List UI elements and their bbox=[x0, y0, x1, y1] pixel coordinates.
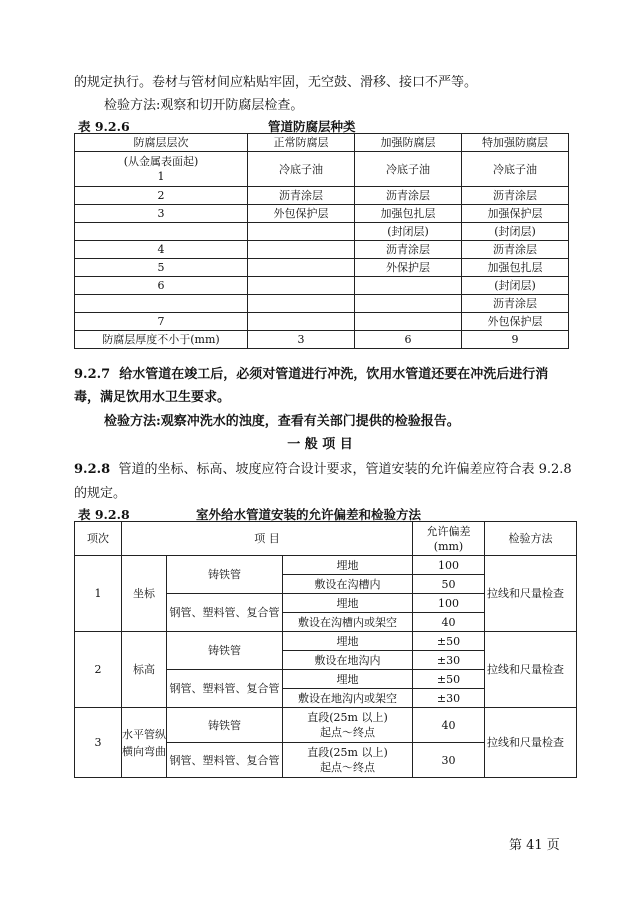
item-number: 3 bbox=[75, 708, 122, 778]
table-cell: 冷底子油 bbox=[462, 152, 569, 187]
item-name: 水平管纵横向弯曲 bbox=[122, 708, 167, 778]
header-cell: 防腐层层次 bbox=[75, 134, 248, 152]
header-cell: 项次 bbox=[75, 522, 122, 556]
table1-title: 管道防腐层种类 bbox=[268, 119, 356, 134]
table-cell: 3 bbox=[75, 205, 248, 223]
tolerance: 40 bbox=[413, 613, 485, 632]
inspection-method: 拉线和尺量检查 bbox=[485, 708, 577, 778]
page-number: 第 41 页 bbox=[509, 838, 560, 853]
header-unit: (mm) bbox=[433, 539, 464, 553]
table-cell: 加强包扎层 bbox=[355, 205, 462, 223]
table-cell: 加强包扎层 bbox=[462, 259, 569, 277]
table-cell: 外保护层 bbox=[355, 259, 462, 277]
table-cell: 沥青涂层 bbox=[248, 187, 355, 205]
clause-9-2-7 bbox=[74, 366, 548, 384]
table-cell bbox=[355, 295, 462, 313]
inspection-method: 拉线和尺量检查 bbox=[485, 632, 577, 708]
header-cell: 项 目 bbox=[122, 522, 413, 556]
table-cell bbox=[248, 223, 355, 241]
condition: 埋地 bbox=[283, 632, 413, 651]
clause-9-2-8-cont: 的规定。 bbox=[74, 486, 127, 501]
table-cell: 6 bbox=[355, 331, 462, 349]
table-row bbox=[75, 205, 569, 223]
tolerance: 50 bbox=[413, 575, 485, 594]
table-row bbox=[75, 152, 569, 187]
tolerance: 100 bbox=[413, 556, 485, 575]
table-row bbox=[75, 331, 569, 349]
table-cell: 冷底子油 bbox=[355, 152, 462, 187]
tolerance: ±50 bbox=[413, 670, 485, 689]
table-cell: 外包保护层 bbox=[462, 313, 569, 331]
table-row bbox=[75, 295, 569, 313]
tolerance: 100 bbox=[413, 594, 485, 613]
header-cell bbox=[413, 522, 485, 556]
header-cell: 正常防腐层 bbox=[248, 134, 355, 152]
condition: 敷设在地沟内或架空 bbox=[283, 689, 413, 708]
table-cell: 外包保护层 bbox=[248, 205, 355, 223]
table-row bbox=[75, 241, 569, 259]
paragraph-continuation: 的规定执行。卷材与管材间应粘贴牢固，无空鼓、滑移、接口不严等。 bbox=[74, 75, 478, 90]
table-cell: 2 bbox=[75, 187, 248, 205]
table-cell: 4 bbox=[75, 241, 248, 259]
table-row bbox=[75, 313, 569, 331]
table-cell: 沥青涂层 bbox=[462, 241, 569, 259]
condition: 敷设在沟槽内或架空 bbox=[283, 613, 413, 632]
table-cell: 6 bbox=[75, 277, 248, 295]
pipe-type: 铸铁管 bbox=[167, 708, 283, 743]
item-number: 1 bbox=[75, 556, 122, 632]
item-name: 坐标 bbox=[122, 556, 167, 632]
condition-line: 直段(25m 以上) bbox=[307, 746, 388, 759]
section-heading: 一 般 项 目 bbox=[287, 437, 353, 452]
pipe-type: 铸铁管 bbox=[167, 632, 283, 670]
table1-number: 表 9.2.6 bbox=[78, 119, 130, 134]
condition: 埋地 bbox=[283, 556, 413, 575]
anticorrosion-layer-table bbox=[74, 133, 569, 349]
pipe-type: 钢管、塑料管、复合管 bbox=[167, 594, 283, 632]
pipe-type: 铸铁管 bbox=[167, 556, 283, 594]
table-cell: 防腐层厚度不小于(mm) bbox=[75, 331, 248, 349]
table2-title: 室外给水管道安装的允许偏差和检验方法 bbox=[196, 507, 422, 522]
table-cell bbox=[248, 295, 355, 313]
table-cell: 沥青涂层 bbox=[355, 187, 462, 205]
table-cell: 3 bbox=[248, 331, 355, 349]
table-row bbox=[75, 259, 569, 277]
condition bbox=[283, 708, 413, 743]
header-tolerance: 允许偏差 bbox=[426, 524, 471, 538]
table-header-row bbox=[75, 522, 577, 556]
table-cell bbox=[248, 241, 355, 259]
header-cell: 检验方法 bbox=[485, 522, 577, 556]
table-cell bbox=[75, 152, 248, 187]
table-cell bbox=[75, 295, 248, 313]
table-cell: 冷底子油 bbox=[248, 152, 355, 187]
pipe-installation-tolerance-table bbox=[74, 521, 577, 778]
clause-9-2-7-cont: 毒，满足饮用水卫生要求。 bbox=[74, 390, 231, 405]
table-cell bbox=[75, 223, 248, 241]
table-cell bbox=[355, 277, 462, 295]
header-cell: 加强防腐层 bbox=[355, 134, 462, 152]
table-row bbox=[75, 708, 577, 743]
table-cell bbox=[248, 277, 355, 295]
table2-number: 表 9.2.8 bbox=[78, 507, 130, 522]
inspection-method-1: 检验方法:观察和切开防腐层检查。 bbox=[104, 98, 304, 113]
condition: 敷设在沟槽内 bbox=[283, 575, 413, 594]
table-cell bbox=[355, 313, 462, 331]
clause-text: 管道的坐标、标高、坡度应符合设计要求，管道安装的允许偏差应符合表 9.2.8 bbox=[118, 462, 572, 477]
item-name: 标高 bbox=[122, 632, 167, 708]
table-cell: (封闭层) bbox=[462, 223, 569, 241]
table-row bbox=[75, 187, 569, 205]
clause-number: 9.2.7 bbox=[74, 367, 111, 382]
table-header-row bbox=[75, 134, 569, 152]
inspection-method: 拉线和尺量检查 bbox=[485, 556, 577, 632]
table-cell bbox=[248, 259, 355, 277]
item-number: 2 bbox=[75, 632, 122, 708]
table-cell: 沥青涂层 bbox=[355, 241, 462, 259]
layer-start-note: (从金属表面起) bbox=[123, 155, 199, 168]
table-row bbox=[75, 632, 577, 651]
pipe-type: 钢管、塑料管、复合管 bbox=[167, 743, 283, 778]
condition-line: 起点～终点 bbox=[320, 726, 375, 739]
table-cell bbox=[248, 313, 355, 331]
clause-text: 给水管道在竣工后，必须对管道进行冲洗，饮用水管道还要在冲洗后进行消 bbox=[119, 367, 549, 382]
condition-line: 直段(25m 以上) bbox=[307, 711, 388, 724]
tolerance: ±50 bbox=[413, 632, 485, 651]
condition bbox=[283, 743, 413, 778]
pipe-type: 钢管、塑料管、复合管 bbox=[167, 670, 283, 708]
condition: 埋地 bbox=[283, 594, 413, 613]
clause-9-2-8 bbox=[74, 461, 572, 479]
tolerance: ±30 bbox=[413, 651, 485, 670]
table-cell: 7 bbox=[75, 313, 248, 331]
table-cell: 沥青涂层 bbox=[462, 295, 569, 313]
tolerance: 40 bbox=[413, 708, 485, 743]
table-row bbox=[75, 556, 577, 575]
header-cell: 特加强防腐层 bbox=[462, 134, 569, 152]
table-cell: (封闭层) bbox=[355, 223, 462, 241]
layer-number: 1 bbox=[157, 170, 165, 183]
condition: 敷设在地沟内 bbox=[283, 651, 413, 670]
clause-number: 9.2.8 bbox=[74, 462, 111, 477]
table-row bbox=[75, 223, 569, 241]
table-row bbox=[75, 277, 569, 295]
table-cell: 加强保护层 bbox=[462, 205, 569, 223]
table-cell: 9 bbox=[462, 331, 569, 349]
tolerance: 30 bbox=[413, 743, 485, 778]
tolerance: ±30 bbox=[413, 689, 485, 708]
table-cell: 5 bbox=[75, 259, 248, 277]
inspection-method-2: 检验方法:观察冲洗水的浊度，查看有关部门提供的检验报告。 bbox=[104, 414, 460, 429]
table-cell: 沥青涂层 bbox=[462, 187, 569, 205]
table-cell: (封闭层) bbox=[462, 277, 569, 295]
condition: 埋地 bbox=[283, 670, 413, 689]
condition-line: 起点～终点 bbox=[320, 761, 375, 774]
